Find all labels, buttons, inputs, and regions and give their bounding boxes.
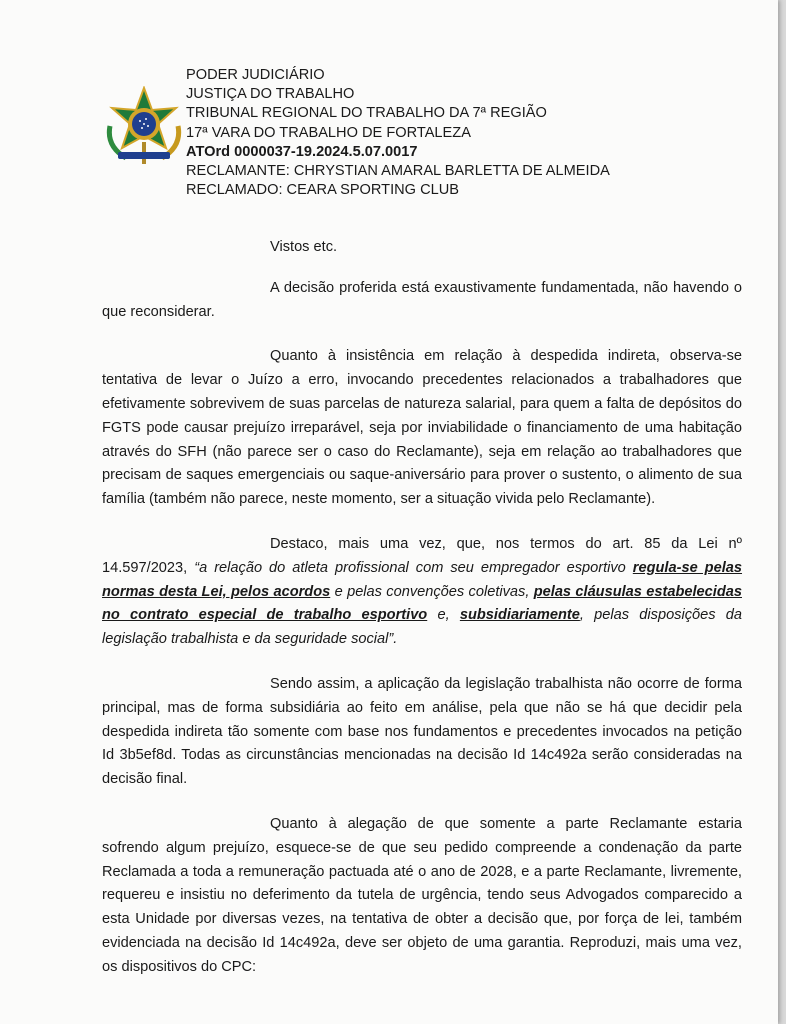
header-justice: JUSTIÇA DO TRABALHO <box>186 86 355 103</box>
p3-quote-start: “a relação do atleta profissional com seu empregador esportivo <box>194 559 633 576</box>
claimant-line: RECLAMANTE: CHRYSTIAN AMARAL BARLETTA DE ALMEIDA <box>186 163 610 180</box>
p3-quote-mid: e pelas convenções coletivas, <box>330 583 534 600</box>
header-court: PODER JUDICIÁRIO <box>186 67 325 83</box>
brasao-republica-icon <box>104 86 184 166</box>
p3-quote-end: , pelas disposições da legislação trabalhista e da seguridade social”. <box>102 607 743 648</box>
paragraph-4: Sendo assim, a aplicação da legislação trabalhista não ocorre de forma principal, mas de forma subsidiária ao feito em análise, pela que não se há que decidir pela despedida indireta tão somente com base nos fundamentos e precedentes invocados na petição Id 3b5ef8d. Todas as circunstâncias mencionadas na decisão Id 14c492a serão consideradas na decisão final. <box>102 675 742 788</box>
p3-emphasis-3: subsidiariamente <box>459 607 580 624</box>
p3-emphasis-2: pelas cláusulas estabelecidas no contrato especial de trabalho esportivo <box>102 583 742 624</box>
header-vara: 17ª VARA DO TRABALHO DE FORTALEZA <box>186 124 471 141</box>
document-header <box>186 66 610 200</box>
header-tribunal: TRIBUNAL REGIONAL DO TRABALHO DA 7ª REGIÃO <box>186 105 547 122</box>
process-number: ATOrd 0000037-19.2024.5.07.0017 <box>186 143 418 160</box>
paragraph-3 <box>102 533 742 652</box>
paragraph-2: Quanto à insistência em relação à despedida indireta, observa-se tentativa de levar o Juízo a erro, invocando precedentes relacionados a trabalhadores que efetivamente sobrevivem de suas parcelas de natureza salarial, para quem a falta de depósitos do FGTS pode causar prejuízo irreparável, seja por inviabilidade o financiamento de uma habitação através do SFH (não parece ser o caso do Reclamante), seja em relação ao trabalhadores que precisam de saques emergenciais ou saque-aniversário para prover o sustento, o alimento de sua família (também não parece, neste momento, ser a situação vivida pelo Reclamante). <box>102 348 742 508</box>
p3-emphasis-1: regula-se pelas normas desta Lei, pelos acordos <box>102 559 743 600</box>
document-body <box>102 236 742 1001</box>
paragraph-1: A decisão proferida está exaustivamente fundamentada, não havendo o que reconsiderar. <box>102 279 742 320</box>
paragraph-vistos: Vistos etc. <box>270 239 338 255</box>
p3-intro: Destaco, mais uma vez, que, nos termos do art. 85 da Lei nº 14.597/2023, <box>102 535 742 576</box>
defendant-line: RECLAMADO: CEARA SPORTING CLUB <box>186 182 460 199</box>
p3-quote-mid-2: e, <box>427 607 460 624</box>
paragraph-5: Quanto à alegação de que somente a parte Reclamante estaria sofrendo algum prejuízo, esquece-se de que seu pedido compreende a condenação da parte Reclamada a toda a remuneração pactuada até o ano de 2028, e a parte Reclamante, livremente, requereu e insistiu no deferimento da tutela de urgência, tendo seus Advogados comparecido a esta Unidade por diversas vezes, na tentativa de obter a decisão que, por força de lei, também evidenciada na decisão Id 14c492a, deve ser objeto de uma garantia. Reproduzi, mais uma vez, os dispositivos do CPC: <box>102 815 742 975</box>
